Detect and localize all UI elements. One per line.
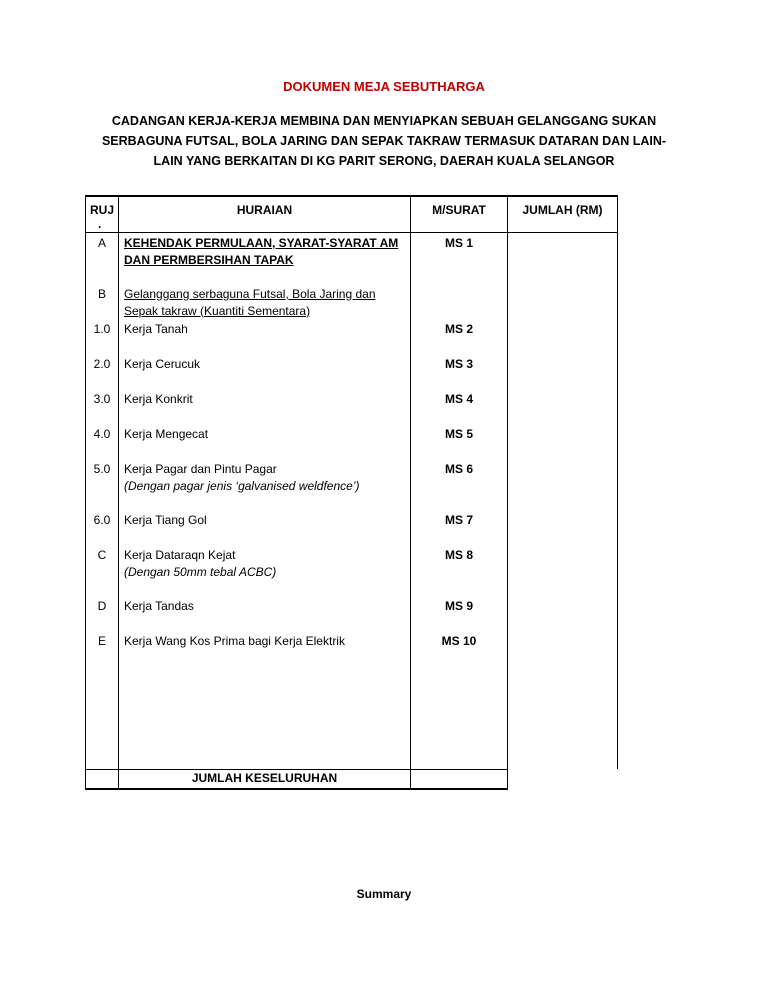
row-desc	[119, 285, 411, 320]
row-desc	[119, 460, 411, 511]
table-row	[86, 511, 618, 546]
row-desc-line1: Kerja Pagar dan Pintu Pagar	[124, 461, 277, 476]
row-ms: MS 3	[411, 355, 508, 390]
row-amount	[508, 355, 618, 390]
row-ms: MS 5	[411, 425, 508, 460]
row-amount	[508, 320, 618, 355]
row-ruj: D	[86, 597, 119, 632]
row-amount	[508, 511, 618, 546]
row-desc-line1: KEHENDAK PERMULAAN, SYARAT-SYARAT AM	[124, 235, 399, 250]
row-amount	[508, 597, 618, 632]
row-amount	[508, 285, 618, 320]
row-ms: MS 2	[411, 320, 508, 355]
row-desc: Kerja Tiang Gol	[119, 511, 411, 546]
row-desc: Kerja Mengecat	[119, 425, 411, 460]
document-title: DOKUMEN MEJA SEBUTHARGA	[283, 79, 485, 94]
table-row	[86, 546, 618, 597]
row-ruj: 5.0	[86, 460, 119, 511]
row-desc-line2: Sepak takraw (Kuantiti Sementara)	[124, 303, 311, 318]
row-ms	[411, 285, 508, 320]
table-blank-row	[86, 667, 618, 770]
table-row	[86, 320, 618, 355]
row-ruj: 1.0	[86, 320, 119, 355]
row-desc-note: (Dengan pagar jenis ‘galvanised weldfence’)	[124, 478, 360, 493]
table-row	[86, 355, 618, 390]
header-ruj-line1: RUJ	[90, 203, 115, 217]
table-total-row	[86, 769, 618, 789]
row-desc: Kerja Tanah	[119, 320, 411, 355]
row-desc	[119, 546, 411, 597]
total-ms-cell	[411, 769, 508, 789]
header-msurat: M/SURAT	[411, 196, 508, 232]
row-ruj: 3.0	[86, 390, 119, 425]
table-row	[86, 597, 618, 632]
total-blank-cell	[86, 769, 119, 789]
row-ruj: 2.0	[86, 355, 119, 390]
row-amount	[508, 390, 618, 425]
row-ms: MS 7	[411, 511, 508, 546]
row-desc-line1: Gelanggang serbaguna Futsal, Bola Jaring dan	[124, 286, 376, 301]
header-ruj	[86, 196, 119, 232]
row-amount	[508, 232, 618, 285]
summary-table	[85, 195, 618, 790]
row-ms: MS 4	[411, 390, 508, 425]
row-amount	[508, 460, 618, 511]
table-row	[86, 460, 618, 511]
row-desc-note: (Dengan 50mm tebal ACBC)	[124, 564, 277, 579]
row-ruj: C	[86, 546, 119, 597]
row-ms: MS 9	[411, 597, 508, 632]
total-amount	[508, 769, 618, 789]
project-heading	[88, 111, 680, 171]
row-desc: Kerja Konkrit	[119, 390, 411, 425]
row-ruj: A	[86, 232, 119, 285]
row-desc: Kerja Tandas	[119, 597, 411, 632]
table-header-row	[86, 196, 618, 232]
row-amount	[508, 546, 618, 597]
table-row	[86, 632, 618, 667]
row-ruj: 6.0	[86, 511, 119, 546]
header-ruj-line2: .	[98, 217, 102, 231]
row-ms: MS 1	[411, 232, 508, 285]
row-ms: MS 8	[411, 546, 508, 597]
row-desc: Kerja Wang Kos Prima bagi Kerja Elektrik	[119, 632, 411, 667]
row-amount	[508, 425, 618, 460]
row-desc-line1: Kerja Dataraqn Kejat	[124, 547, 236, 562]
table-row	[86, 285, 618, 320]
row-ruj: E	[86, 632, 119, 667]
row-ms: MS 6	[411, 460, 508, 511]
total-label: JUMLAH KESELURUHAN	[119, 769, 411, 789]
row-amount	[508, 632, 618, 667]
heading-line-2: SERBAGUNA FUTSAL, BOLA JARING DAN SEPAK TAKRAW TERMASUK DATARAN DAN LAIN-	[101, 134, 667, 148]
header-huraian: HURAIAN	[119, 196, 411, 232]
row-ms: MS 10	[411, 632, 508, 667]
heading-line-3: LAIN YANG BERKAITAN DI KG PARIT SERONG, DAERAH KUALA SELANGOR	[153, 154, 615, 168]
table-row	[86, 232, 618, 285]
table-row	[86, 425, 618, 460]
blank-cell	[508, 667, 618, 770]
blank-cell	[411, 667, 508, 770]
row-ruj: 4.0	[86, 425, 119, 460]
row-desc-line2: DAN PERMBERSIHAN TAPAK	[124, 252, 294, 267]
header-jumlah: JUMLAH (RM)	[508, 196, 618, 232]
blank-cell	[86, 667, 119, 770]
row-desc: Kerja Cerucuk	[119, 355, 411, 390]
table-row	[86, 390, 618, 425]
blank-cell	[119, 667, 411, 770]
heading-line-1: CADANGAN KERJA-KERJA MEMBINA DAN MENYIAPKAN SEBUAH GELANGGANG SUKAN	[111, 114, 657, 128]
row-ruj: B	[86, 285, 119, 320]
footer-summary: Summary	[356, 887, 412, 901]
row-desc	[119, 232, 411, 285]
